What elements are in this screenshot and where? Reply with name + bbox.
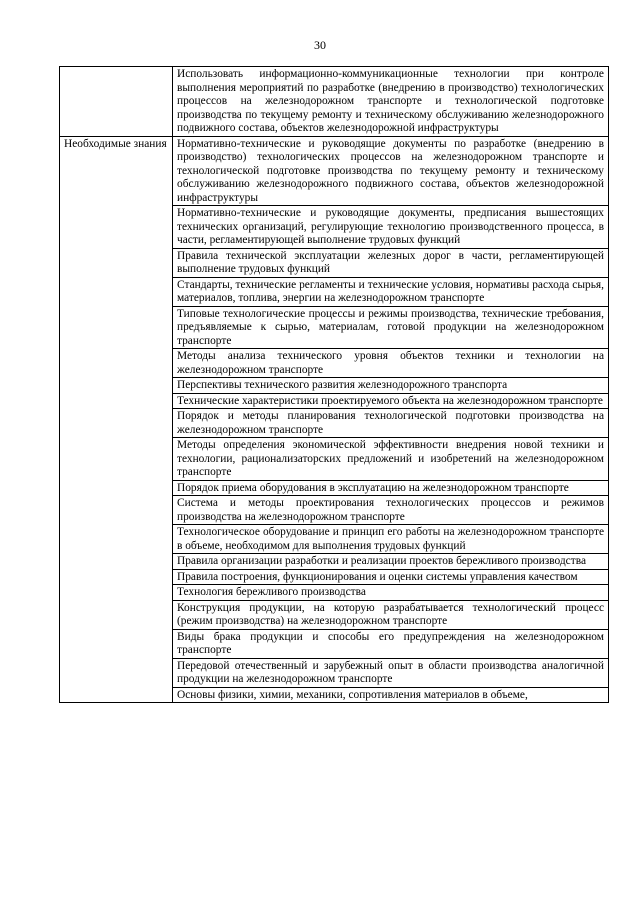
knowledge-label: Необходимые знания — [60, 136, 173, 703]
knowledge-item: Технические характеристики проектируемого объекта на железнодорожном транспорте — [173, 393, 609, 409]
competency-table — [59, 66, 609, 703]
knowledge-item: Передовой отечественный и зарубежный опыт в области производства аналогичной продукции на железнодорожном транспорте — [173, 658, 609, 687]
knowledge-item: Основы физики, химии, механики, сопротивления материалов в объеме, — [173, 687, 609, 703]
skill-text: Использовать информационно-коммуникационные технологии при контроле выполнения мероприятий по разработке (внедрению в производство) технологических процессов на железнодорожном транспорте и технологической подготовке производства по текущему ремонту и техническому обслуживанию железнодорожного подвижного состава, объектов железнодорожной инфраструктуры — [173, 67, 609, 137]
table-row — [60, 67, 609, 137]
table-row — [60, 136, 609, 206]
table-body — [60, 67, 609, 703]
knowledge-item: Нормативно-технические и руководящие документы, предписания вышестоящих технических организаций, регулирующие технологию производственного процесса, в части, регламентирующей выполнение трудовых функций — [173, 206, 609, 249]
knowledge-item: Виды брака продукции и способы его предупреждения на железнодорожном транспорте — [173, 629, 609, 658]
knowledge-item: Конструкция продукции, на которую разрабатывается технологический процесс (режим производства) на железнодорожном транспорте — [173, 600, 609, 629]
knowledge-item: Технологическое оборудование и принцип его работы на железнодорожном транспорте в объеме, необходимом для выполнения трудовых функций — [173, 525, 609, 554]
row-label — [60, 67, 173, 137]
knowledge-item: Технология бережливого производства — [173, 585, 609, 601]
knowledge-item: Методы определения экономической эффективности внедрения новой техники и технологии, рационализаторских предложений и изобретений на железнодорожном транспорте — [173, 438, 609, 481]
knowledge-item: Стандарты, технические регламенты и технические условия, нормативы расхода сырья, материалов, топлива, энергии на железнодорожном транспорте — [173, 277, 609, 306]
knowledge-item: Правила технической эксплуатации железных дорог в части, регламентирующей выполнение трудовых функций — [173, 248, 609, 277]
knowledge-item: Правила организации разработки и реализации проектов бережливого производства — [173, 554, 609, 570]
knowledge-item: Порядок и методы планирования технологической подготовки производства на железнодорожном транспорте — [173, 409, 609, 438]
knowledge-item: Нормативно-технические и руководящие документы по разработке (внедрению в производство) технологических процессов на железнодорожном транспорте и технологической подготовке производства по текущему ремонту и техническому обслуживанию железнодорожного подвижного состава, объектов железнодорожной инфраструктуры — [173, 136, 609, 206]
knowledge-item: Типовые технологические процессы и режимы производства, технические требования, предъявляемые к сырью, материалам, готовой продукции на железнодорожном транспорте — [173, 306, 609, 349]
knowledge-item: Методы анализа технического уровня объектов техники и технологии на железнодорожном транспорте — [173, 349, 609, 378]
page-number: 30 — [314, 38, 326, 52]
knowledge-item: Система и методы проектирования технологических процессов и режимов производства на железнодорожном транспорте — [173, 496, 609, 525]
knowledge-item: Перспективы технического развития железнодорожного транспорта — [173, 378, 609, 394]
knowledge-item: Порядок приема оборудования в эксплуатацию на железнодорожном транспорте — [173, 480, 609, 496]
knowledge-item: Правила построения, функционирования и оценки системы управления качеством — [173, 569, 609, 585]
